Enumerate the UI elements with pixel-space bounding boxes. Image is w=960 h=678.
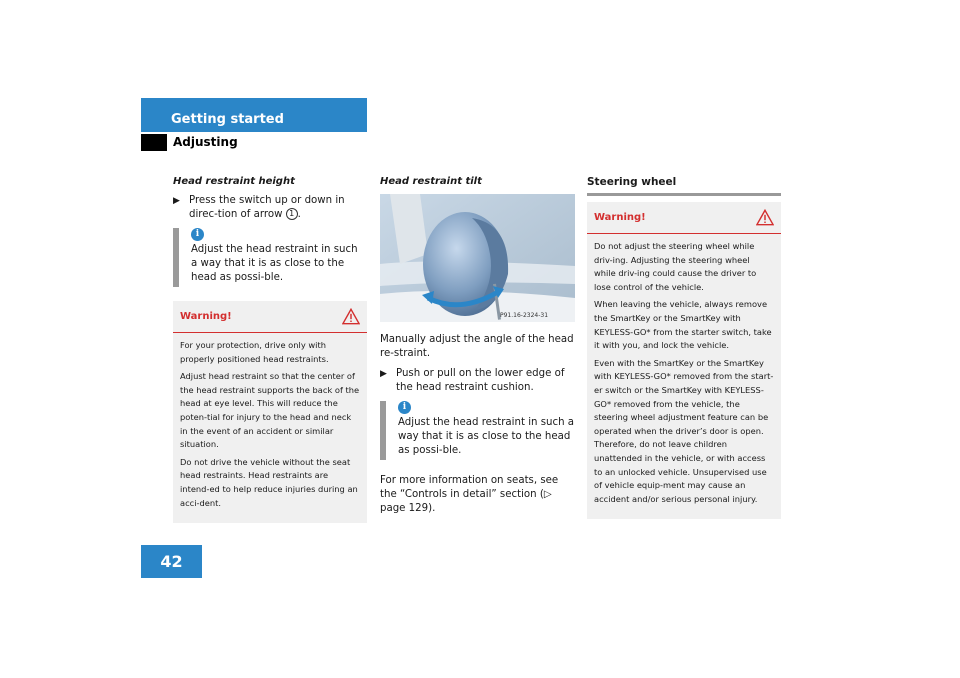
warning-header xyxy=(587,202,781,234)
warning-paragraph: Do not drive the vehicle without the seat head restraints. Head restraints are intend-ed to help reduce injuries during an acci-dent. xyxy=(180,456,358,508)
warning-title: Warning! xyxy=(594,211,646,223)
column-steering-wheel xyxy=(587,175,781,519)
warning-box xyxy=(587,202,781,519)
more-info-text: For more information on seats, see the “Controls in detail” section (▷ page 129). xyxy=(380,475,559,514)
subsection-marker xyxy=(141,134,167,151)
warning-paragraph: Adjust head restraint so that the center of the head restraint supports the back of the head at eye level. This will reduce the poten-tial for injury to the head and neck in the event of an accident or similar situation. xyxy=(180,371,360,450)
warning-box xyxy=(173,301,367,523)
warning-paragraph: For your protection, drive only with properly positioned head restraints. xyxy=(180,340,329,364)
arrow-reference-1: 1 xyxy=(286,208,298,220)
info-text: Adjust the head restraint in such a way that it is as close to the head as possi-ble. xyxy=(398,417,575,456)
bullet-triangle-icon: ▶ xyxy=(380,369,387,379)
warning-header xyxy=(173,301,367,333)
info-note xyxy=(173,228,367,287)
warning-paragraph: Even with the SmartKey or the SmartKey with KEYLESS-GO* removed from the start-er switch or the SmartKey with KEYLESS-GO* removed from the vehicle, the steering wheel adjustment feature can be operated when the driver’s door is open. Therefore, do not leave children unattended in the vehicle, or with access to an unlocked vehicle. Unsupervised use of vehicle equip-ment may cause an accident and/or serious personal injury. xyxy=(594,357,774,504)
image-code-label: P91.16-2324-31 xyxy=(500,312,549,319)
tilt-intro: Manually adjust the angle of the head re-straint. xyxy=(380,334,574,359)
subsection-title: Adjusting xyxy=(173,135,238,149)
head-restraint-tilt-image xyxy=(380,194,575,322)
page-number: 42 xyxy=(141,545,202,578)
heading-head-restraint-tilt: Head restraint tilt xyxy=(380,176,482,187)
info-icon: i xyxy=(191,228,204,241)
column-head-restraint-height xyxy=(173,175,367,523)
warning-paragraph: Do not adjust the steering wheel while driv-ing. Adjusting the steering wheel while driv-ing could cause the driver to lose control of the vehicle. xyxy=(594,241,757,292)
warning-title: Warning! xyxy=(180,310,232,322)
heading-steering-wheel: Steering wheel xyxy=(587,175,781,196)
instruction-item xyxy=(380,367,575,395)
section-title: Getting started xyxy=(171,112,284,127)
info-icon: i xyxy=(398,401,411,414)
instruction-text: Press the switch up or down in direc-tion of arrow xyxy=(189,195,345,220)
warning-paragraph: When leaving the vehicle, always remove the SmartKey or the SmartKey with KEYLESS-GO* from the starter switch, take it with you, and lock the vehicle. xyxy=(594,299,772,351)
info-text: Adjust the head restraint in such a way that it is as close to the head as possi-ble. xyxy=(191,244,358,283)
column-head-restraint-tilt xyxy=(380,175,575,516)
instruction-item: ▶ Press the switch up or down in direc-tion of arrow 1 . xyxy=(173,195,345,220)
heading-head-restraint-height: Head restraint height xyxy=(173,176,295,187)
warning-triangle-icon xyxy=(756,209,774,226)
warning-triangle-icon xyxy=(342,308,360,325)
instruction-text: Push or pull on the lower edge of the head restraint cushion. xyxy=(396,368,565,393)
bullet-triangle-icon: ▶ xyxy=(173,196,180,206)
info-note xyxy=(380,401,575,460)
